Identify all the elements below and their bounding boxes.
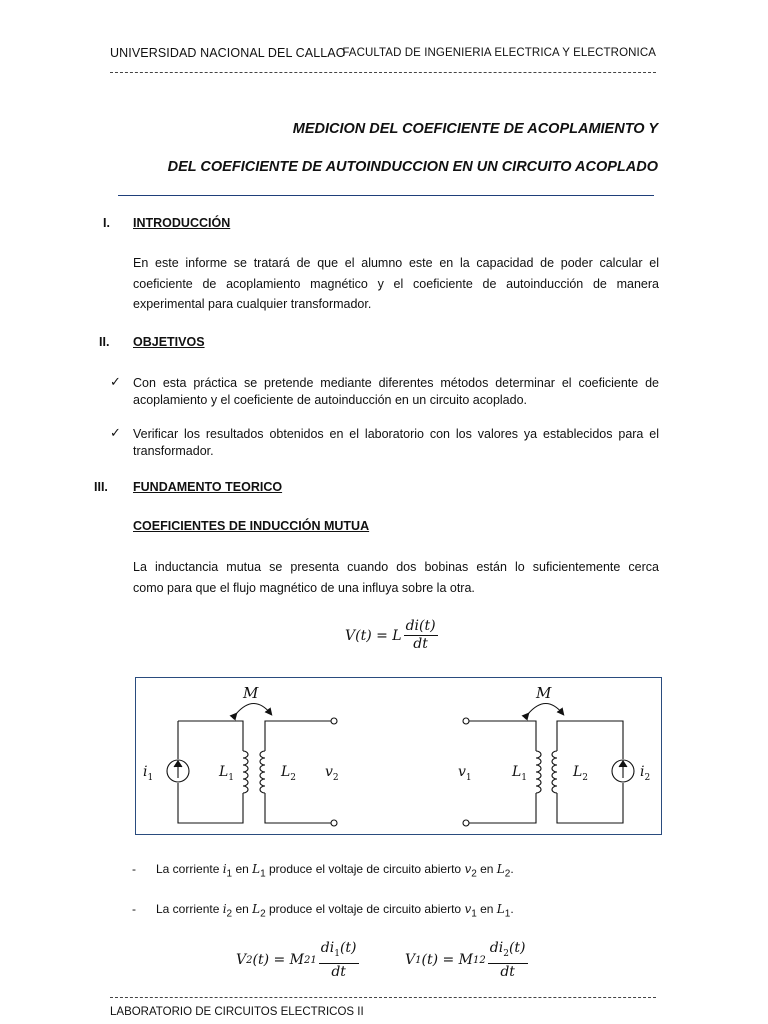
fundamento-line-1: La inductancia mutua se presenta cuando dos bobinas están lo suficientemente cerca	[133, 560, 659, 574]
eq2-fraction	[319, 940, 359, 981]
equation-mutual-v1	[405, 940, 530, 981]
intro-line-2: coeficiente de acoplamiento magnético y el coeficiente de autoinducción de manera	[133, 276, 659, 291]
eq1-numerator: di(t)	[405, 618, 436, 634]
title-line-1: MEDICION DEL COEFICIENTE DE ACOPLAMIENTO Y	[292, 121, 658, 137]
n-sub: 1	[334, 948, 340, 959]
var: L	[252, 902, 261, 916]
sub: 1	[260, 868, 266, 880]
section-number-objetivos: II.	[99, 335, 110, 349]
coupled-circuit-diagram	[135, 677, 662, 835]
n: di	[489, 940, 504, 956]
objective-1-line-2: acoplamiento y el coeficiente de autoinducción en un circuito acoplado.	[133, 393, 528, 407]
text: en	[232, 902, 253, 916]
var: v	[464, 902, 472, 916]
text: produce el voltaje de circuito abierto	[265, 902, 465, 916]
dash-item-2	[156, 902, 514, 919]
equation-mutual-v2	[236, 940, 361, 981]
objective-2-line-1: Verificar los resultados obtenidos en el laboratorio con los valores ya establecidos para el	[133, 427, 659, 441]
text: .	[510, 862, 514, 876]
check-icon: ✓	[110, 374, 121, 389]
coil-l1-icon	[243, 751, 248, 793]
right-loop-wire	[557, 721, 623, 823]
dash-item-1	[156, 862, 514, 879]
terminal-icon	[463, 820, 469, 826]
text: .	[510, 902, 514, 916]
sub: 1	[226, 868, 233, 880]
sub: 1	[504, 908, 511, 920]
coil-l2-icon	[552, 751, 557, 793]
header-faculty: FACULTAD DE INGENIERIA ELECTRICA Y ELECTRONICA	[342, 47, 656, 59]
sub: 2	[471, 868, 477, 880]
sub: 2	[226, 908, 233, 920]
footer-divider	[110, 997, 656, 998]
terminal-icon	[331, 718, 337, 724]
eq1-lhs: V(t) = L	[345, 627, 402, 644]
eq3-v-sub: 1	[415, 954, 422, 966]
section-title-objetivos: OBJETIVOS	[133, 335, 205, 349]
left-secondary-wire	[265, 721, 331, 823]
dash-marker: -	[132, 862, 136, 876]
var: i	[222, 862, 227, 876]
coil-l1-icon	[536, 751, 541, 793]
var: v	[464, 862, 472, 876]
terminal-icon	[463, 718, 469, 724]
mutual-arrow-icon	[528, 704, 563, 715]
eq3-fraction	[488, 940, 528, 981]
header-divider	[110, 72, 656, 73]
eq2-denominator: dt	[331, 963, 346, 980]
eq1-denominator: dt	[413, 636, 428, 652]
eq2-v-sub: 2	[246, 954, 253, 966]
source-label: $i_2$	[640, 764, 651, 783]
text: produce el voltaje de circuito abierto	[265, 862, 465, 876]
header-university: UNIVERSIDAD NACIONAL DEL CALLAO	[110, 46, 346, 60]
var: L	[496, 862, 505, 876]
subsection-title: COEFICIENTES DE INDUCCIÓN MUTUA	[133, 519, 370, 533]
footer-lab-title: LABORATORIO DE CIRCUITOS ELECTRICOS II	[110, 1006, 364, 1018]
eq3-m-sub: 12	[473, 954, 486, 966]
objective-item-2	[133, 426, 659, 460]
text: La corriente	[156, 902, 223, 916]
dash-marker: -	[132, 902, 136, 916]
eq2-numerator	[319, 940, 359, 964]
n-post: (t)	[508, 940, 526, 956]
sub: 2	[260, 908, 266, 920]
coil-l2-icon	[260, 751, 265, 793]
intro-line-1: En este informe se tratará de que el alumno este en la capacidad de poder calcular el	[133, 256, 659, 270]
eq3-denominator: dt	[500, 963, 515, 980]
mutual-arrow-icon	[236, 704, 271, 715]
section-number-fundamento: III.	[94, 480, 108, 494]
n-sub: 2	[503, 948, 509, 959]
section-number-intro: I.	[103, 216, 110, 230]
title-rule	[118, 195, 654, 196]
mutual-label: M	[536, 684, 552, 702]
voltage-label: $v_2$	[325, 764, 339, 783]
equation-voltage-inductance	[345, 618, 440, 653]
source-label: $i_1$	[143, 764, 154, 783]
voltage-label: $v_1$	[458, 764, 472, 783]
coil1-label: $L_1$	[219, 764, 235, 783]
coil1-label: $L_1$	[512, 764, 528, 783]
sub: 1	[471, 908, 477, 920]
var: L	[252, 862, 261, 876]
fundamento-paragraph	[133, 557, 659, 598]
eq1-fraction	[404, 618, 438, 653]
n-post: (t)	[339, 940, 357, 956]
terminal-icon	[331, 820, 337, 826]
eq2-v: V	[236, 952, 247, 969]
coil2-label: $L_2$	[573, 764, 589, 783]
right-primary-wire	[469, 721, 536, 823]
mutual-label: M	[243, 684, 259, 702]
objective-2-line-2: transformador.	[133, 444, 214, 458]
title-line-2: DEL COEFICIENTE DE AUTOINDUCCION EN UN CIRCUITO ACOPLADO	[167, 159, 658, 175]
n: di	[320, 940, 335, 956]
objective-item-1	[133, 375, 659, 409]
eq2-mid: (t) = M	[252, 952, 305, 969]
objective-1-line-1: Con esta práctica se pretende mediante diferentes métodos determinar el coeficiente de	[133, 376, 659, 390]
eq3-mid: (t) = M	[421, 952, 474, 969]
eq2-m-sub: 21	[304, 954, 317, 966]
fundamento-line-2: como para que el flujo magnético de una influya sobre la otra.	[133, 580, 475, 595]
section-title-intro: INTRODUCCIÓN	[133, 216, 231, 230]
text: en	[476, 862, 497, 876]
var: i	[222, 902, 227, 916]
left-loop-wire	[178, 721, 243, 823]
eq3-v: V	[405, 952, 416, 969]
check-icon: ✓	[110, 425, 121, 440]
text: La corriente	[156, 862, 223, 876]
sub: 2	[504, 868, 511, 880]
eq3-numerator	[488, 940, 528, 964]
intro-line-3: experimental para cualquier transformador.	[133, 297, 372, 311]
intro-paragraph	[133, 253, 659, 315]
text: en	[232, 862, 253, 876]
section-title-fundamento: FUNDAMENTO TEORICO	[133, 480, 283, 494]
coil2-label: $L_2$	[281, 764, 297, 783]
var: L	[496, 902, 505, 916]
text: en	[476, 902, 497, 916]
